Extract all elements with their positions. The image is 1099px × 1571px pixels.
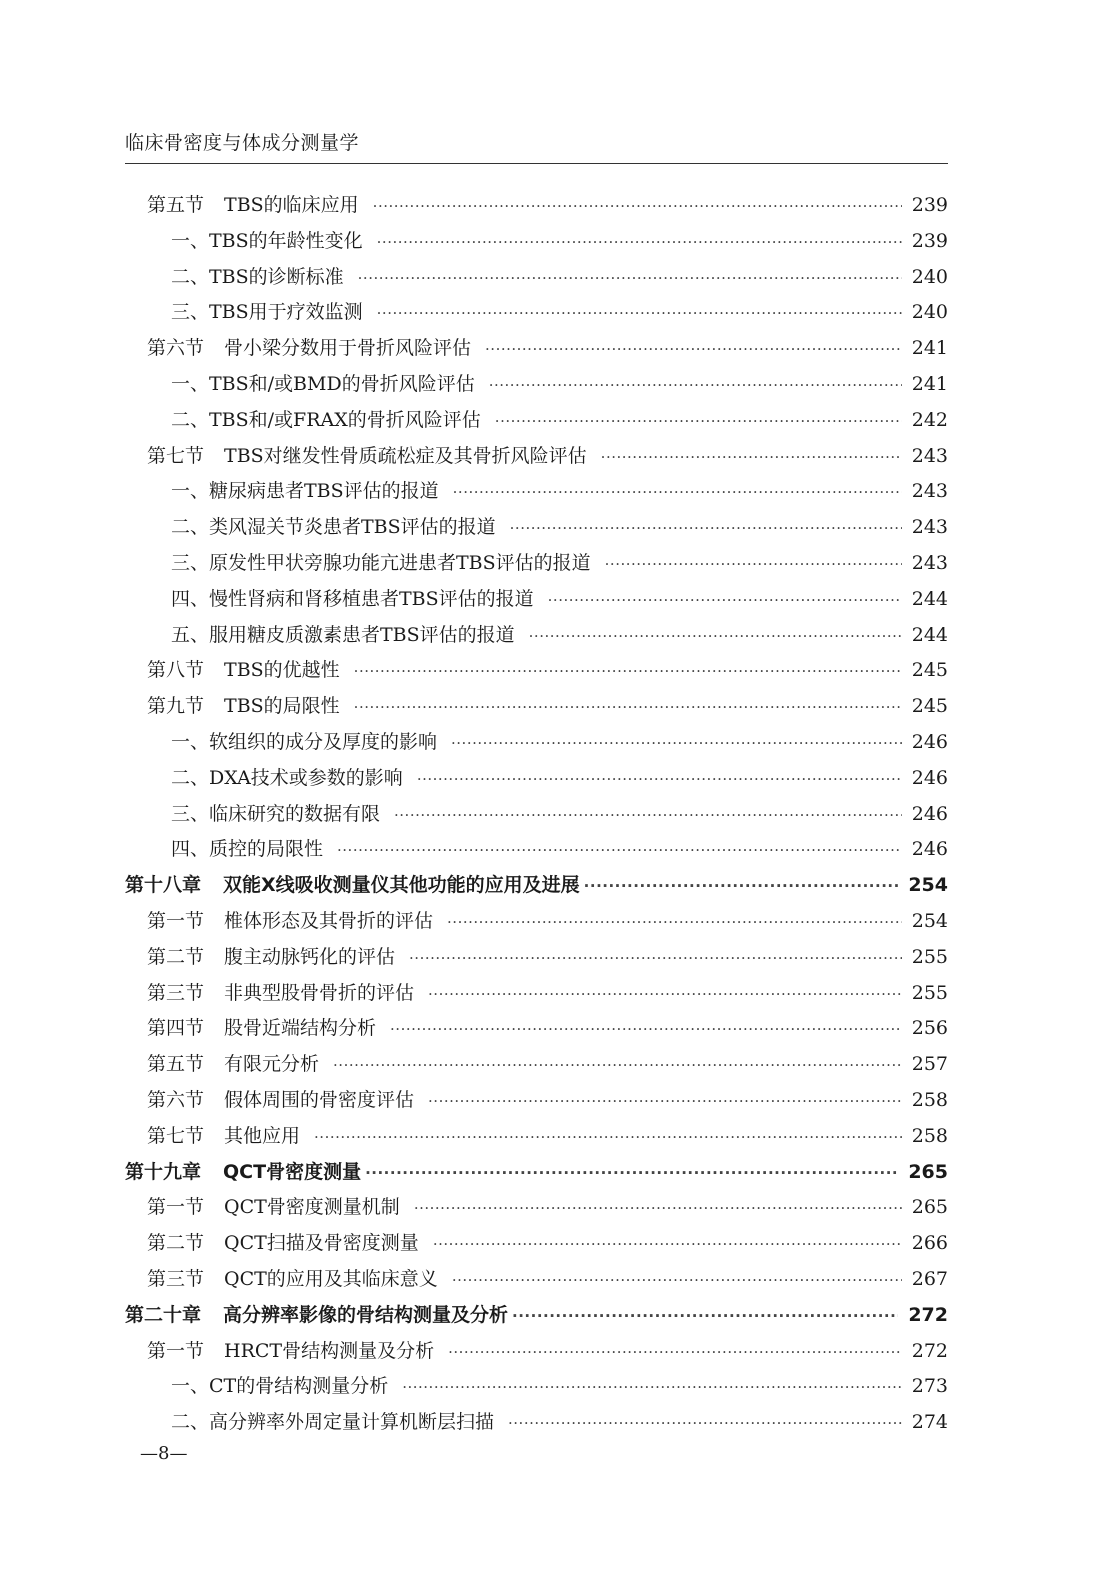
dot-leader: [358, 260, 902, 297]
dot-leader: [453, 474, 902, 511]
toc-entry-title: 二、TBS和/或FRAX的骨折风险评估: [171, 408, 481, 431]
toc-entry-title: 非典型股骨骨折的评估: [224, 981, 415, 1004]
toc-entry-section[interactable]: [125, 940, 948, 976]
toc-entry-page: 239: [911, 194, 948, 216]
toc-entry-number: 第七节: [147, 1124, 205, 1147]
dot-leader: [333, 1047, 902, 1084]
toc-entry-title: 高分辨率影像的骨结构测量及分析: [223, 1303, 509, 1326]
toc-entry-title: 二、DXA技术或参数的影响: [171, 766, 403, 789]
dot-leader: [428, 1083, 902, 1120]
dot-leader: [354, 653, 902, 690]
toc-entry-number: 第一节: [147, 909, 205, 932]
toc-entry-title: 五、服用糖皮质激素患者TBS评估的报道: [171, 623, 515, 646]
toc-entry-section[interactable]: [125, 188, 948, 224]
toc-entry-subsection[interactable]: [125, 797, 948, 833]
toc-entry-title: 一、TBS的年龄性变化: [171, 229, 363, 252]
toc-entry-page: 240: [911, 265, 948, 288]
toc-entry-title: 一、TBS和/或BMD的骨折风险评估: [171, 372, 475, 395]
toc-entry-title: 二、类风湿关节炎患者TBS评估的报道: [171, 516, 496, 539]
toc-entry-page: 246: [911, 802, 948, 825]
toc-entry-page: 274: [911, 1411, 948, 1434]
toc-entry-number: 第一节: [147, 1196, 205, 1219]
toc-entry-subsection[interactable]: [125, 1405, 948, 1441]
toc-entry-subsection[interactable]: [125, 546, 948, 582]
dot-leader: [377, 224, 902, 261]
toc-entry-number: 第五节: [147, 1053, 205, 1076]
toc-entry-subsection[interactable]: [125, 474, 948, 510]
toc-entry-page: 246: [911, 730, 948, 753]
toc-entry-title: 三、TBS用于疗效监测: [171, 301, 363, 324]
toc-entry-title: 一、软组织的成分及厚度的影响: [171, 730, 438, 753]
toc-entry-title: TBS的临床应用: [224, 194, 359, 216]
toc-entry-section[interactable]: [125, 1047, 948, 1083]
toc-entry-subsection[interactable]: [125, 295, 948, 331]
dot-leader: [365, 1155, 898, 1192]
toc-entry-page: 243: [911, 551, 948, 574]
toc-entry-chapter[interactable]: [125, 1155, 948, 1191]
dot-leader: [428, 976, 902, 1013]
dot-leader: [489, 367, 902, 404]
toc-entry-subsection[interactable]: [125, 832, 948, 868]
dot-leader: [510, 510, 902, 547]
toc-entry-page: 265: [911, 1196, 948, 1219]
toc-entry-number: 第六节: [147, 1088, 205, 1111]
toc-entry-page: 244: [911, 623, 948, 646]
toc-entry-page: 243: [911, 516, 948, 539]
toc-entry-subsection[interactable]: [125, 510, 948, 546]
dot-leader: [512, 1298, 898, 1335]
toc-entry-title: 一、CT的骨结构测量分析: [171, 1375, 389, 1398]
dot-leader: [314, 1119, 902, 1156]
toc-entry-title: 骨小梁分数用于骨折风险评估: [224, 337, 472, 360]
toc-entry-title: 四、慢性肾病和肾移植患者TBS评估的报道: [171, 587, 534, 610]
toc-entry-title: 二、TBS的诊断标准: [171, 265, 344, 288]
toc-entry-chapter[interactable]: [125, 868, 948, 904]
toc-entry-title: HRCT骨结构测量及分析: [224, 1339, 435, 1362]
toc-entry-subsection[interactable]: [125, 618, 948, 654]
dot-leader: [417, 761, 902, 798]
dot-leader: [584, 868, 899, 905]
toc-entry-number: 第九节: [147, 695, 205, 718]
toc-entry-number: 第二节: [147, 1232, 205, 1255]
toc-entry-title: 双能X线吸收测量仪其他功能的应用及进展: [223, 874, 580, 897]
toc-entry-number: 第一节: [147, 1339, 205, 1362]
toc-entry-page: 254: [908, 874, 948, 897]
toc-entry-section[interactable]: [125, 653, 948, 689]
toc-entry-page: 256: [911, 1017, 948, 1040]
toc-entry-page: 265: [908, 1160, 948, 1183]
toc-entry-number: 第三节: [147, 1267, 205, 1290]
toc-entry-title: 三、原发性甲状旁腺功能亢进患者TBS评估的报道: [171, 551, 591, 574]
toc-entry-number: 第七节: [147, 444, 205, 467]
toc-entry-section[interactable]: [125, 689, 948, 725]
toc-entry-section[interactable]: [125, 1334, 948, 1370]
toc-entry-page: 255: [911, 981, 948, 1004]
toc-entry-number: 第十九章: [125, 1160, 202, 1183]
toc-entry-title: QCT的应用及其临床意义: [224, 1267, 438, 1290]
toc-entry-subsection[interactable]: [125, 1369, 948, 1405]
toc-entry-section[interactable]: [125, 904, 948, 940]
running-head: 临床骨密度与体成分测量学: [125, 132, 360, 154]
toc-entry-subsection[interactable]: [125, 761, 948, 797]
dot-leader: [529, 618, 902, 655]
dot-leader: [354, 689, 902, 726]
dot-leader: [377, 295, 902, 332]
toc-entry-page: 245: [911, 695, 948, 718]
dot-leader: [433, 1226, 902, 1263]
dot-leader: [447, 904, 902, 941]
dot-leader: [409, 940, 902, 977]
toc-entry-number: 第八节: [147, 659, 205, 682]
toc-entry-title: TBS的局限性: [224, 695, 340, 718]
toc-entry-subsection[interactable]: [125, 260, 948, 296]
toc-entry-page: 246: [911, 766, 948, 789]
toc-entry-title: QCT骨密度测量: [223, 1160, 362, 1183]
toc-entry-title: TBS对继发性骨质疏松症及其骨折风险评估: [224, 444, 587, 467]
dot-leader: [451, 725, 902, 762]
toc-entry-title: 假体周围的骨密度评估: [224, 1088, 415, 1111]
toc-entry-page: 246: [911, 838, 948, 861]
toc-entry-section[interactable]: [125, 1226, 948, 1262]
toc-entry-title: 一、糖尿病患者TBS评估的报道: [171, 480, 439, 503]
toc-entry-number: 第二节: [147, 945, 205, 968]
toc-entry-page: 243: [911, 480, 948, 503]
toc-entry-subsection[interactable]: [125, 367, 948, 403]
toc-entry-title: 有限元分析: [224, 1053, 320, 1076]
toc-entry-title: 股骨近端结构分析: [224, 1017, 377, 1040]
toc-entry-page: 258: [911, 1088, 948, 1111]
toc-entry-page: 243: [911, 444, 948, 467]
toc-entry-title: 四、质控的局限性: [171, 838, 324, 861]
dot-leader: [508, 1405, 902, 1442]
dot-leader: [390, 1011, 902, 1048]
dot-leader: [373, 188, 902, 225]
toc-entry-chapter[interactable]: [125, 1298, 948, 1334]
header-rule: [125, 163, 948, 164]
toc-entry-title: QCT扫描及骨密度测量: [224, 1232, 419, 1255]
toc-entry-number: 第二十章: [125, 1303, 202, 1326]
dot-leader: [485, 331, 902, 368]
toc-entry-page: 272: [908, 1303, 948, 1326]
toc-entry-section[interactable]: [125, 1119, 948, 1155]
toc-entry-number: 第五节: [147, 194, 205, 216]
toc-entry-section[interactable]: [125, 1011, 948, 1047]
dot-leader: [495, 403, 902, 440]
toc-entry-page: 255: [911, 945, 948, 968]
dot-leader: [402, 1369, 902, 1406]
toc-entry-page: 245: [911, 659, 948, 682]
toc-entry-title: 其他应用: [224, 1124, 301, 1147]
toc-entry-page: 273: [911, 1375, 948, 1398]
dot-leader: [601, 439, 902, 476]
dot-leader: [414, 1190, 902, 1227]
toc-entry-page: 254: [911, 909, 948, 932]
toc-entry-section[interactable]: [125, 331, 948, 367]
toc-entry-title: TBS的优越性: [224, 659, 340, 682]
toc-entry-subsection[interactable]: [125, 224, 948, 260]
toc-entry-title: 腹主动脉钙化的评估: [224, 945, 396, 968]
toc-entry-subsection[interactable]: [125, 403, 948, 439]
toc-entry-number: 第三节: [147, 981, 205, 1004]
toc-entry-title: 二、高分辨率外周定量计算机断层扫描: [171, 1411, 495, 1434]
toc-entry-number: 第十八章: [125, 874, 202, 897]
toc-entry-title: 三、临床研究的数据有限: [171, 802, 381, 825]
toc-entry-page: 267: [911, 1267, 948, 1290]
dot-leader: [448, 1334, 902, 1371]
toc-entry-page: 272: [911, 1339, 948, 1362]
dot-leader: [548, 582, 902, 619]
dot-leader: [337, 832, 902, 869]
toc-entry-page: 244: [911, 587, 948, 610]
toc-entry-page: 266: [911, 1232, 948, 1255]
toc-entry-section[interactable]: [125, 1190, 948, 1226]
toc-entry-title: QCT骨密度测量机制: [224, 1196, 400, 1219]
dot-leader: [605, 546, 902, 583]
dot-leader: [452, 1262, 902, 1299]
toc-entry-number: 第六节: [147, 337, 205, 360]
page-number: —8—: [140, 1443, 188, 1464]
toc-entry-page: 241: [911, 337, 948, 360]
toc-entry-page: 257: [911, 1053, 948, 1076]
toc-entry-number: 第四节: [147, 1017, 205, 1040]
toc-entry-section[interactable]: [125, 439, 948, 475]
dot-leader: [394, 797, 902, 834]
toc-entry-section[interactable]: [125, 1083, 948, 1119]
toc-entry-section[interactable]: [125, 976, 948, 1012]
toc-entry-subsection[interactable]: [125, 725, 948, 761]
table-of-contents: [125, 188, 948, 1441]
toc-entry-title: 椎体形态及其骨折的评估: [224, 909, 434, 932]
toc-entry-subsection[interactable]: [125, 582, 948, 618]
toc-entry-section[interactable]: [125, 1262, 948, 1298]
toc-entry-page: 258: [911, 1124, 948, 1147]
toc-entry-page: 240: [911, 301, 948, 324]
toc-entry-page: 241: [911, 372, 948, 395]
toc-entry-page: 239: [911, 229, 948, 252]
toc-entry-page: 242: [911, 408, 948, 431]
